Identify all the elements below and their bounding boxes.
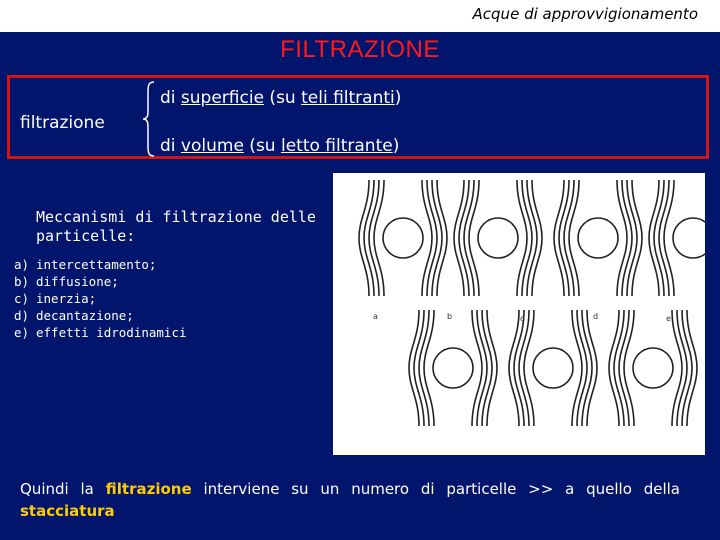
filter-grain-icon [409, 310, 497, 426]
filter-grain-icon [359, 180, 447, 296]
diagram-label-d: d [593, 312, 599, 321]
diagram-label-c: c [520, 314, 525, 323]
mechanisms-list [14, 256, 187, 341]
mechanisms-heading: Meccanismi di filtrazione delle particelle: [36, 208, 316, 245]
list-item: b) diffusione; [14, 274, 119, 289]
diagram-label-e: e [666, 314, 671, 323]
filtration-type-volume: di volume (su letto filtrante) [160, 136, 400, 156]
section-title: Acque di approvvigionamento [472, 5, 698, 23]
diagram-label-b: b [447, 312, 453, 321]
list-item: a) intercettamento; [14, 257, 157, 272]
list-item: e) effetti idrodinamici [14, 325, 187, 340]
header-bar [0, 0, 720, 32]
filter-grain-icon [509, 310, 597, 426]
filter-grain-icon [609, 310, 697, 426]
filtration-type-surface: di superficie (su teli filtranti) [160, 88, 402, 108]
conclusion-text: Quindi la filtrazione interviene su un numero di particelle >> a quello della stacciatura [20, 480, 680, 520]
slide-title: FILTRAZIONE [280, 36, 440, 63]
list-item: c) inerzia; [14, 291, 97, 306]
classification-label: filtrazione [20, 113, 105, 133]
diagram-label-a: a [373, 312, 378, 321]
filter-grain-icon [554, 180, 642, 296]
filter-grain-icon [649, 180, 705, 296]
filter-grain-icon [454, 180, 542, 296]
mechanisms-diagram [333, 173, 705, 455]
brace-icon [142, 80, 156, 158]
list-item: d) decantazione; [14, 308, 134, 323]
